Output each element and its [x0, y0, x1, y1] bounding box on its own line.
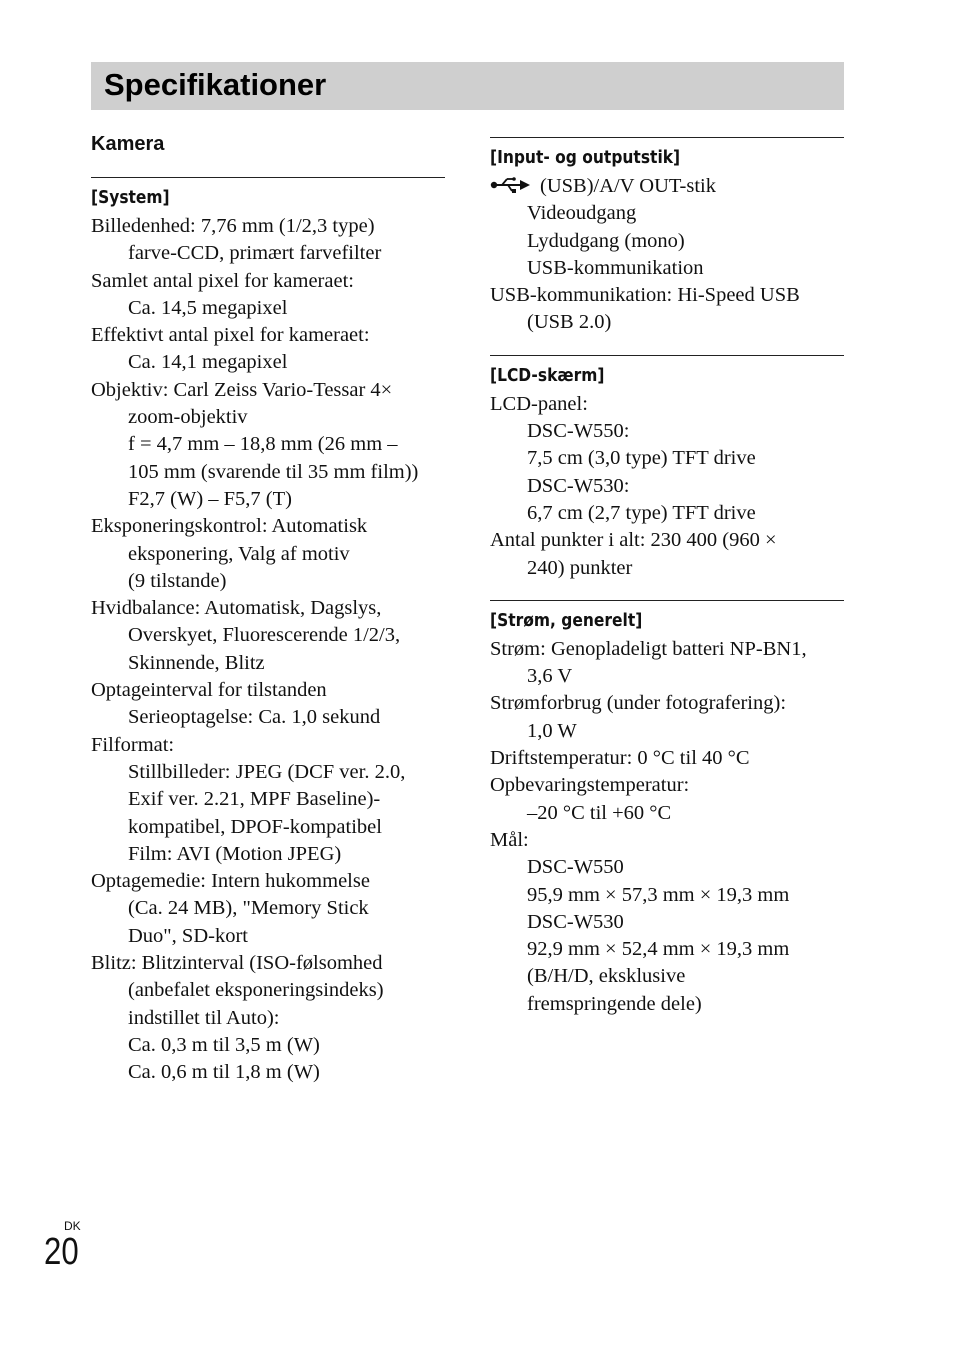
usb-line: [490, 173, 844, 200]
spec-entry: Samlet antal pixel for kameraet:: [91, 269, 354, 292]
language-code: DK: [64, 1219, 81, 1233]
title-bar: [91, 62, 844, 110]
io-section: [490, 137, 844, 337]
spec-entry: Antal punkter i alt: 230 400 (960 ×: [490, 529, 777, 552]
spec-continuation: 7,5 cm (3,0 type) TFT drive: [527, 447, 756, 470]
spec-continuation: DSC-W550:: [527, 420, 630, 443]
spec-continuation: indstillet til Auto):: [128, 1006, 280, 1029]
right-column: [490, 125, 844, 1018]
spec-continuation: f = 4,7 mm – 18,8 mm (26 mm –: [128, 433, 398, 456]
spec-continuation: farve-CCD, primært farvefilter: [128, 242, 382, 265]
spec-continuation: (B/H/D, eksklusive: [527, 965, 686, 988]
spec-continuation: Ca. 0,3 m til 3,5 m (W): [128, 1033, 320, 1056]
spec-continuation: zoom-objektiv: [128, 406, 248, 429]
io-heading: [Input- og outputstik]: [490, 147, 681, 168]
spec-entry: Eksponeringskontrol: Automatisk: [91, 515, 368, 538]
spec-continuation: Ca. 14,1 megapixel: [128, 351, 288, 374]
usb-line-text: (USB)/A/V OUT-stik: [540, 175, 716, 197]
spec-entry: LCD-panel:: [490, 392, 588, 415]
spec-continuation: Overskyet, Fluorescerende 1/2/3,: [128, 624, 401, 647]
spec-continuation: Duo", SD-kort: [128, 924, 248, 947]
system-list: [91, 213, 445, 1087]
spec-continuation: (Ca. 24 MB), "Memory Stick: [128, 897, 369, 920]
spec-continuation: kompatibel, DPOF-kompatibel: [128, 815, 382, 838]
page-number: 20: [44, 1231, 79, 1273]
spec-continuation: fremspringende dele): [527, 992, 702, 1015]
spec-continuation: 6,7 cm (2,7 type) TFT drive: [527, 501, 756, 524]
lcd-list: [490, 391, 844, 582]
spec-continuation: 95,9 mm × 57,3 mm × 19,3 mm: [527, 883, 790, 906]
spec-continuation: 240) punkter: [527, 556, 633, 579]
spec-continuation: Serieoptagelse: Ca. 1,0 sekund: [128, 706, 381, 729]
spec-entry: Optageinterval for tilstanden: [91, 679, 327, 702]
spec-continuation: (9 tilstande): [128, 569, 227, 592]
page-title: Specifikationer: [104, 67, 327, 102]
usb-sub-list: [490, 200, 844, 282]
spec-continuation: Exif ver. 2.21, MPF Baseline)-: [128, 788, 381, 811]
system-section: [91, 177, 445, 1087]
spec-continuation: DSC-W530:: [527, 474, 630, 497]
spec-continuation: Film: AVI (Motion JPEG): [128, 842, 342, 865]
power-section: [490, 600, 844, 1018]
spec-continuation: 105 mm (svarende til 35 mm film)): [128, 460, 419, 483]
system-heading: [System]: [91, 187, 170, 208]
spec-continuation: 1,0 W: [527, 719, 577, 742]
spec-entry: Optagemedie: Intern hukommelse: [91, 870, 370, 893]
power-list: [490, 636, 844, 1018]
spec-continuation: Stillbilleder: JPEG (DCF ver. 2.0,: [128, 760, 406, 783]
spec-entry: Strøm: Genopladeligt batteri NP-BN1,: [490, 637, 807, 660]
usb-sub-item: USB-kommunikation: [527, 256, 704, 279]
spec-entry: Filformat:: [91, 733, 175, 756]
spec-continuation: Ca. 14,5 megapixel: [128, 296, 288, 319]
spec-continuation: 3,6 V: [527, 665, 573, 688]
spec-entry: Mål:: [490, 828, 529, 851]
usb-sub-item: Lydudgang (mono): [527, 229, 685, 252]
spec-entry: USB-kommunikation: Hi-Speed USB: [490, 284, 800, 307]
spec-entry: Objektiv: Carl Zeiss Vario-Tessar 4×: [91, 378, 393, 401]
spec-entry: Effektivt antal pixel for kameraet:: [91, 324, 370, 347]
lcd-section: [490, 355, 844, 582]
spec-continuation: Skinnende, Blitz: [128, 651, 265, 674]
usb-icon: [490, 177, 532, 193]
power-heading: [Strøm, generelt]: [490, 609, 643, 631]
left-column: [91, 125, 445, 1087]
spec-continuation: (anbefalet eksponeringsindeks): [128, 979, 384, 1002]
kamera-heading: Kamera: [91, 133, 165, 155]
spec-continuation: DSC-W530: [527, 910, 624, 933]
io-list: [490, 282, 844, 337]
spec-continuation: 92,9 mm × 52,4 mm × 19,3 mm: [527, 938, 790, 961]
spec-continuation: Ca. 0,6 m til 1,8 m (W): [128, 1061, 320, 1084]
spec-continuation: DSC-W550: [527, 856, 624, 879]
lcd-heading: [LCD-skærm]: [490, 364, 605, 386]
spec-entry: Hvidbalance: Automatisk, Dagslys,: [91, 597, 382, 620]
usb-sub-item: Videoudgang: [527, 202, 637, 225]
spec-continuation: F2,7 (W) – F5,7 (T): [128, 487, 292, 510]
spec-continuation: eksponering, Valg af motiv: [128, 542, 350, 565]
spec-entry: Billedenhed: 7,76 mm (1/2,3 type): [91, 215, 375, 237]
spec-continuation: –20 °C til +60 °C: [527, 801, 672, 824]
spec-continuation: (USB 2.0): [527, 311, 612, 334]
spec-entry: Strømforbrug (under fotografering):: [490, 692, 787, 715]
spec-entry: Blitz: Blitzinterval (ISO-følsomhed: [91, 952, 383, 975]
spec-entry: Driftstemperatur: 0 °C til 40 °C: [490, 747, 750, 770]
spec-entry: Opbevaringstemperatur:: [490, 774, 690, 797]
